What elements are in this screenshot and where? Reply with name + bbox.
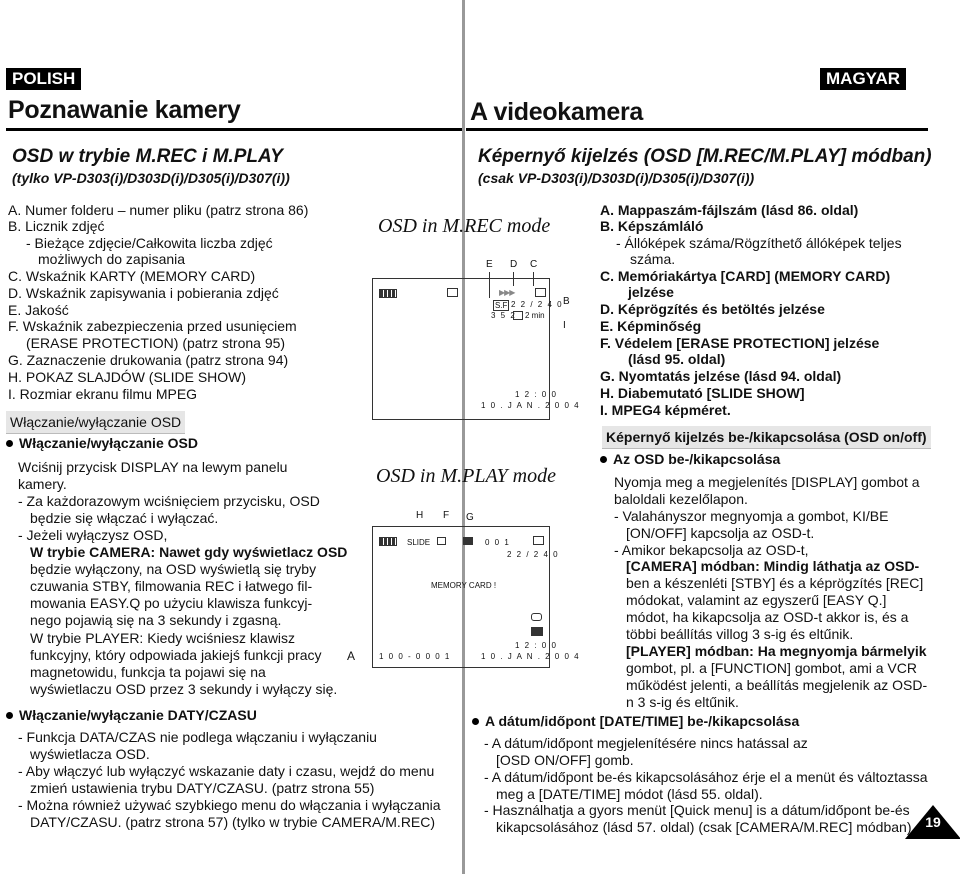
list-item: C. Wskaźnik KARTY (MEMORY CARD) xyxy=(8,268,256,284)
photo-counter: 2 2 / 2 4 0 xyxy=(511,300,564,309)
bullet-heading-osd-left: Włączanie/wyłączanie OSD xyxy=(6,435,198,452)
text-line: gombot, pl. a [FUNCTION] gombot, ami a VCR xyxy=(626,660,917,676)
text-line: - Valahányszor megnyomja a gombot, KI/BE xyxy=(614,508,889,524)
subtitle2-left: (tylko VP-D303(i)/D303D(i)/D305(i)/D307(i)) xyxy=(12,170,290,186)
osd-rec-screen xyxy=(372,278,581,420)
text-line: [PLAYER] módban: Ha megnyomja bármelyik xyxy=(626,643,927,659)
text-line: zmień ustawienia trybu DATY/CZASU. (patrz strona 55) xyxy=(30,780,375,796)
callout-letter: D xyxy=(510,259,518,270)
text-line: - Használhatja a gyors menüt [Quick menu] is a dátum/időpont be-és xyxy=(484,802,910,818)
list-item: D. Képrögzítés és betöltés jelzése xyxy=(600,301,825,317)
list-item: D. Wskaźnik zapisywania i pobierania zdjęć xyxy=(8,285,279,301)
list-item: I. Rozmiar ekranu filmu MPEG xyxy=(8,386,198,402)
list-item: G. Zaznaczenie drukowania (patrz strona 94) xyxy=(8,352,289,368)
text-line: működést jelenti, a beállítás megjelenik az OSD- xyxy=(626,677,928,693)
list-item: E. Jakość xyxy=(8,302,69,318)
list-item: H. Diabemutató [SLIDE SHOW] xyxy=(600,385,805,401)
callout-letter: F xyxy=(443,510,450,521)
title-underline-right xyxy=(466,128,928,131)
text-line: kamery. xyxy=(18,476,67,492)
text-line: meg a [DATE/TIME] módot (lásd 55. oldal). xyxy=(496,786,763,802)
page-title-right: A videokamera xyxy=(470,98,644,126)
section-label-osd-right: Képernyő kijelzés be-/kikapcsolása (OSD on/off) xyxy=(602,426,931,449)
osd-time: 1 2 : 0 0 xyxy=(515,641,558,650)
text-line: W trybie CAMERA: Nawet gdy wyświetlacz OSD xyxy=(30,544,348,560)
section-label-osd-left: Włączanie/wyłączanie OSD xyxy=(6,411,185,434)
list-item: F. Védelem [ERASE PROTECTION] jelzése xyxy=(600,335,880,351)
text-line: [OSD ON/OFF] gomb. xyxy=(496,752,634,768)
text-line: [CAMERA] módban: Mindig láthatja az OSD- xyxy=(626,558,920,574)
battery-icon xyxy=(379,537,397,546)
callout-letter: B xyxy=(563,296,570,307)
page-title-left: Poznawanie kamery xyxy=(8,96,241,124)
callout-letter: E xyxy=(486,259,493,270)
text-line: W trybie PLAYER: Kiedy wciśniesz klawisz xyxy=(30,630,296,646)
osd-date: 1 0 . J A N . 2 0 0 4 xyxy=(481,652,581,661)
record-time-remaining: 2 min xyxy=(525,311,545,320)
text-line: będzie się włączać i wyłączać. xyxy=(30,510,219,526)
column-divider xyxy=(462,0,465,874)
bullet-heading-osd-right: Az OSD be-/kikapcsolása xyxy=(600,451,780,468)
text-line: - Za każdorazowym wciśnięciem przycisku, OSD xyxy=(18,493,320,509)
language-badge-polish: POLISH xyxy=(6,68,81,90)
text-line: többi beállítás villog 3 s-ig és eltűnik. xyxy=(626,626,854,642)
page-number: 19 xyxy=(925,814,941,830)
quality-sf-badge: S.F xyxy=(495,301,508,310)
bullet-icon xyxy=(6,440,13,447)
callout-letter: H xyxy=(416,510,424,521)
slide-show-label: SLIDE xyxy=(407,538,431,547)
list-item: E. Képminőség xyxy=(600,318,702,334)
list-item: (lásd 95. oldal) xyxy=(628,351,726,367)
list-item: C. Memóriakártya [CARD] (MEMORY CARD) xyxy=(600,268,891,284)
list-item: F. Wskaźnik zabezpieczenia przed usunięciem xyxy=(8,318,297,334)
list-item: A. Mappaszám-fájlszám (lásd 86. oldal) xyxy=(600,202,859,218)
list-item: B. Képszámláló xyxy=(600,218,704,234)
list-item: I. MPEG4 képméret. xyxy=(600,402,731,418)
battery-icon xyxy=(379,289,397,298)
text-line: czuwania STBY, filmowania REC i łatwego fil- xyxy=(30,578,313,594)
subtitle-left: OSD w trybie M.REC i M.PLAY xyxy=(12,146,283,167)
text-line: magnetowidu, funkcja ta pojawi się na xyxy=(30,664,266,680)
text-line: módot, ha kikapcsolja az OSD-t akkor is, és a xyxy=(626,609,909,625)
subtitle2-right: (csak VP-D303(i)/D303D(i)/D305(i)/D307(i)) xyxy=(478,170,755,186)
card-icon xyxy=(535,288,546,297)
text-line: wyświetlacza OSD. xyxy=(30,746,150,762)
language-badge-magyar: MAGYAR xyxy=(820,68,906,90)
resolution-label: 3 5 2 xyxy=(491,311,517,320)
list-item: - Bieżące zdjęcie/Całkowita liczba zdjęć xyxy=(26,235,273,251)
subtitle-right: Képernyő kijelzés (OSD [M.REC/M.PLAY] módban) xyxy=(478,146,932,167)
callout-letter: G xyxy=(466,512,474,523)
bullet-icon xyxy=(600,456,607,463)
callout-letter: I xyxy=(563,320,566,331)
bullet-icon xyxy=(6,712,13,719)
camera-icon xyxy=(447,288,458,297)
callout-letter: A xyxy=(347,649,356,663)
text-line: módokat, valamint az egyszerű [EASY Q.] xyxy=(626,592,887,608)
bullet-icon xyxy=(472,718,479,725)
text-line: kikapcsolásához (lásd 57. oldal) (csak [CAMERA/M.REC] módban). xyxy=(496,819,916,835)
text-line: ben a készenléti [STBY] és a képrögzítés [REC] xyxy=(626,575,924,591)
text-line: n 3 s-ig és eltűnik. xyxy=(626,694,739,710)
print-mark-icon xyxy=(463,537,473,545)
osd-play-screen xyxy=(372,526,581,668)
osd-time: 1 2 : 0 0 xyxy=(515,390,558,399)
text-line: - Funkcja DATA/CZAS nie podlega włączaniu i wyłączaniu xyxy=(18,729,377,745)
text-line: baloldali kezelőlapon. xyxy=(614,491,748,507)
photo-counter: 2 2 / 2 4 0 xyxy=(507,550,560,559)
text-line: [ON/OFF] kapcsolja az OSD-t. xyxy=(626,525,815,541)
list-item: A. Numer folderu – numer pliku (patrz strona 86) xyxy=(8,202,309,218)
bullet-heading-date-left: Włączanie/wyłączanie DATY/CZASU xyxy=(6,707,257,724)
text-line: nego pojawią się na 3 sekundy i zgasną. xyxy=(30,612,282,628)
osd-rec-title: OSD in M.REC mode xyxy=(378,215,551,237)
text-line: mowania EASY.Q po użyciu klawisza funkcyj- xyxy=(30,595,313,611)
callout-letter: C xyxy=(530,259,538,270)
text-line: - Można również używać szybkiego menu do włączania i wyłączania xyxy=(18,797,441,813)
folder-file-number: 1 0 0 - 0 0 0 1 xyxy=(379,652,451,661)
protect-icon xyxy=(437,537,446,545)
bullet-heading-date-right: A dátum/időpont [DATE/TIME] be-/kikapcsolása xyxy=(472,713,799,730)
text-line: Wciśnij przycisk DISPLAY na lewym panelu xyxy=(18,459,288,475)
osd-play-title: OSD in M.PLAY mode xyxy=(376,465,556,487)
text-line: - Aby włączyć lub wyłączyć wskazanie daty i czasu, wejdź do menu xyxy=(18,763,435,779)
memory-card-warning: MEMORY CARD ! xyxy=(431,581,497,590)
text-line: Nyomja meg a megjelenítés [DISPLAY] gombot a xyxy=(614,474,920,490)
protect-status-icon xyxy=(531,613,542,621)
file-number: 0 0 1 xyxy=(485,538,511,547)
record-arrows-icon: ▶▶▶ xyxy=(499,288,515,297)
list-item: H. POKAZ SLAJDÓW (SLIDE SHOW) xyxy=(8,369,247,385)
quality-icon xyxy=(531,627,543,636)
text-line: funkcyjny, który odpowiada jakiejś funkcji pracy xyxy=(30,647,322,663)
osd-date: 1 0 . J A N . 2 0 0 4 xyxy=(481,401,581,410)
text-line: - Amikor bekapcsolja az OSD-t, xyxy=(614,542,809,558)
text-line: DATY/CZASU. (patrz strona 57) (tylko w trybie CAMERA/M.REC) xyxy=(30,814,436,830)
title-underline-left xyxy=(6,128,462,131)
list-item: możliwych do zapisania xyxy=(38,251,186,267)
text-line: będzie wyłączony, na OSD wyświetlą się tryby xyxy=(30,561,317,577)
list-item: (ERASE PROTECTION) (patrz strona 95) xyxy=(26,335,286,351)
text-line: - A dátum/időpont megjelenítésére nincs hatással az xyxy=(484,735,808,751)
list-item: B. Licznik zdjęć xyxy=(8,218,105,234)
list-item: - Állóképek száma/Rögzíthető állóképek teljes xyxy=(616,235,902,251)
list-item: száma. xyxy=(630,251,676,267)
list-item: jelzése xyxy=(628,284,674,300)
text-line: - Jeżeli wyłączysz OSD, xyxy=(18,527,168,543)
list-item: G. Nyomtatás jelzése (lásd 94. oldal) xyxy=(600,368,842,384)
card-icon xyxy=(533,536,544,545)
text-line: wyświetlaczu OSD przez 3 sekundy i wyłączy się. xyxy=(30,681,338,697)
mpeg-icon xyxy=(513,311,523,320)
text-line: - A dátum/időpont be-és kikapcsolásához érje el a menüt és változtassa xyxy=(484,769,928,785)
